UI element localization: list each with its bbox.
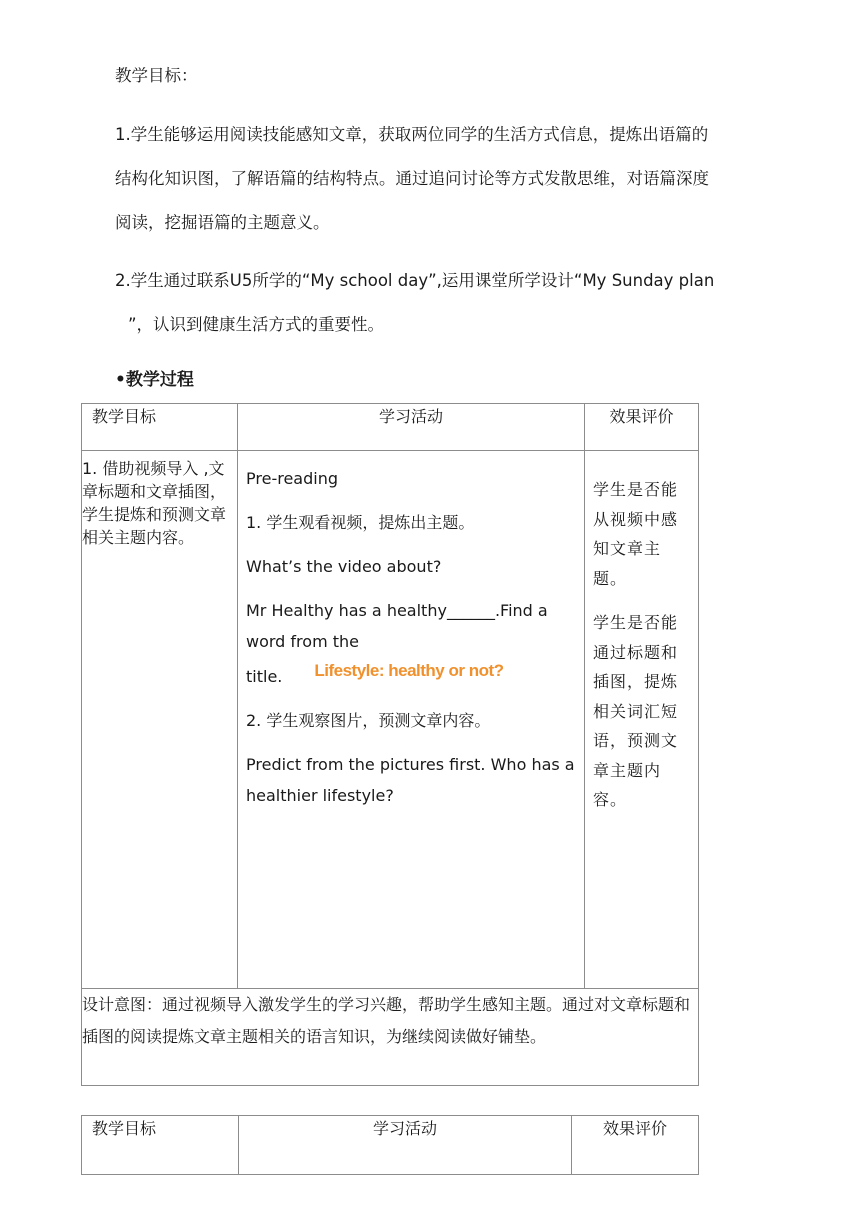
- activity-step-1: 1. 学生观看视频，提炼出主题。: [246, 513, 475, 532]
- evaluation-item-1: 学生是否能从视频中感知文章主题。: [593, 480, 679, 588]
- header-activity: 学习活动: [239, 1116, 572, 1175]
- header-goal: 教学目标: [82, 1116, 239, 1175]
- objective-1-line-1: 1.学生能够运用阅读技能感知文章，获取两位同学的生活方式信息，提炼出语篇的: [115, 125, 709, 144]
- activity-cell: [238, 451, 585, 989]
- header-goal: 教学目标: [82, 404, 238, 451]
- stage-label: Pre-reading: [246, 469, 338, 488]
- header-evaluation: 效果评价: [585, 404, 699, 451]
- design-intent: 设计意图：通过视频导入激发学生的学习兴趣，帮助学生感知主题。通过对文章标题和插图的阅读提炼文章主题相关的语言知识，为继续阅读做好铺垫。: [82, 989, 699, 1086]
- objectives-heading: 教学目标：: [115, 66, 198, 85]
- header-activity: 学习活动: [238, 404, 585, 451]
- goal-cell: 1. 借助视频导入 ,文章标题和文章插图，学生提炼和预测文章相关主题内容。: [82, 451, 238, 989]
- title-image-overlay: Lifestyle: healthy or not?: [314, 661, 504, 680]
- question-3: Predict from the pictures first. Who has a healthier lifestyle?: [246, 755, 575, 805]
- evaluation-cell: [585, 451, 699, 989]
- table-row: [82, 451, 699, 989]
- design-row: [82, 989, 699, 1086]
- question-1: What’s the video about?: [246, 557, 442, 576]
- question-2-tail: title.: [246, 667, 283, 686]
- table-header-row: [82, 1116, 699, 1175]
- objective-2-line-2: ”，认识到健康生活方式的重要性。: [128, 315, 385, 334]
- question-2-continued: [246, 661, 576, 692]
- evaluation-item-2: 学生是否能通过标题和插图，提炼相关词汇短语，预测文章主题内容。: [593, 613, 679, 809]
- lesson-table-2: [81, 1115, 699, 1175]
- lesson-table-1: [81, 403, 699, 1086]
- objective-1-line-3: 阅读，挖掘语篇的主题意义。: [115, 213, 330, 232]
- question-2: Mr Healthy has a healthy______.Find a word from the: [246, 601, 548, 651]
- objective-2-line-1: 2.学生通过联系U5所学的“My school day”,运用课堂所学设计“My Sunday plan: [115, 271, 715, 290]
- process-title: •教学过程: [115, 370, 194, 390]
- objective-1-line-2: 结构化知识图，了解语篇的结构特点。通过追问讨论等方式发散思维，对语篇深度: [115, 169, 709, 188]
- header-evaluation: 效果评价: [572, 1116, 699, 1175]
- activity-step-2: 2. 学生观察图片，预测文章内容。: [246, 711, 491, 730]
- table-header-row: [82, 404, 699, 451]
